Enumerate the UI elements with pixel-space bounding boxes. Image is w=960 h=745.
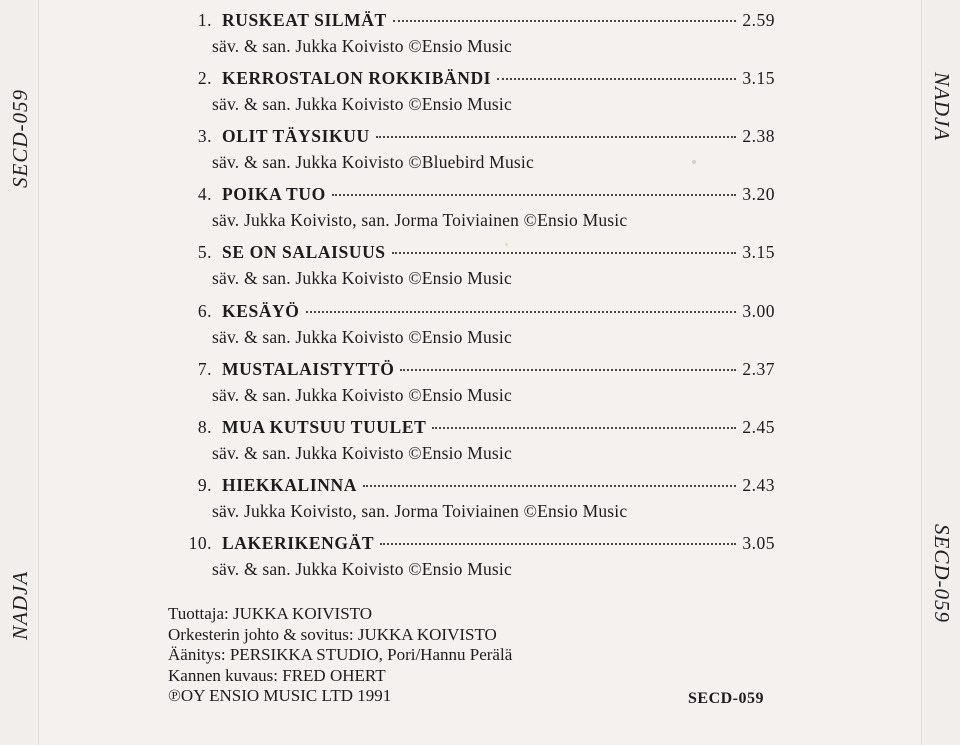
track-title: LAKERIKENGÄT [222,532,375,553]
credit-cover-photo: Kannen kuvaus: FRED OHERT [168,665,386,685]
credit-producer: Tuottaja: JUKKA KOIVISTO [168,604,373,623]
track-credit: säv. & san. Jukka Koivisto ©Ensio Music [212,94,512,115]
dot-leader [332,193,737,196]
track-item [170,533,775,581]
credit-copyright: ℗OY ENSIO MUSIC LTD 1991 [168,686,392,705]
track-credit: säv. & san. Jukka Koivisto ©Ensio Music [212,268,512,289]
track-number: 1. [197,10,212,30]
track-credit: säv. & san. Jukka Koivisto ©Ensio Music [212,558,512,579]
dot-leader [400,368,736,371]
dot-leader [363,484,736,487]
track-number: 7. [197,358,212,379]
track-title: HIEKKALINNA [222,474,357,495]
track-duration: 3.15 [742,242,775,263]
left-spine [0,0,39,745]
track-number: 10. [188,532,212,553]
spine-title-left: NADJA [8,570,32,640]
credit-arrangement: Orkesterin johto & sovitus: JUKKA KOIVISTO [168,624,497,644]
track-credit: säv. & san. Jukka Koivisto ©Ensio Music [212,442,512,463]
track-credit: säv. & san. Jukka Koivisto ©Ensio Music [212,36,512,56]
track-item [170,10,775,58]
production-credits [168,604,512,707]
track-duration: 2.38 [742,126,775,147]
track-item [170,417,775,465]
track-title-line [170,475,775,497]
track-number: 5. [197,242,212,263]
paper-speck [505,243,508,246]
dot-leader [380,542,736,545]
track-duration: 3.20 [742,184,775,205]
track-duration: 2.43 [742,474,775,495]
track-item [170,184,775,232]
track-item [170,359,775,407]
track-title-line [170,126,775,148]
dot-leader [306,310,737,313]
track-title-line [170,68,775,90]
track-credit: säv. & san. Jukka Koivisto ©Ensio Music [212,326,512,347]
spine-catalog-left: SECD-059 [8,89,32,188]
dot-leader [376,135,737,138]
credit-recording: Äänitys: PERSIKKA STUDIO, Pori/Hannu Perälä [168,645,513,664]
track-number: 6. [197,300,212,321]
track-number: 2. [197,68,212,89]
dot-leader [497,77,736,80]
track-credit: säv. Jukka Koivisto, san. Jorma Toiviainen ©Ensio Music [212,500,628,521]
dot-leader [393,19,737,22]
track-title-line [170,184,775,206]
spine-title-right: NADJA [930,72,954,142]
track-title-line [170,242,775,264]
track-title-line [170,10,775,32]
track-credit: säv. Jukka Koivisto, san. Jorma Toiviainen ©Ensio Music [212,210,628,231]
track-title: RUSKEAT SILMÄT [222,10,387,30]
track-title: MUA KUTSUU TUULET [222,416,427,437]
track-credit: säv. & san. Jukka Koivisto ©Bluebird Music [212,152,534,173]
track-title: MUSTALAISTYTTÖ [222,358,395,379]
track-item [170,301,775,349]
spine-catalog-right: SECD-059 [930,524,954,623]
track-title: SE ON SALAISUUS [222,242,386,263]
track-duration: 2.37 [742,358,775,379]
track-item [170,242,775,290]
dot-leader [432,426,736,429]
track-title-line [170,533,775,555]
track-title: POIKA TUO [222,184,326,205]
track-number: 8. [197,416,212,437]
track-item [170,68,775,116]
paper-speck [692,160,696,164]
track-duration: 3.05 [742,532,775,553]
track-title-line [170,417,775,439]
catalog-number: SECD-059 [688,690,765,707]
track-duration: 2.45 [742,416,775,437]
track-title: KERROSTALON ROKKIBÄNDI [222,68,492,89]
track-number: 9. [197,474,212,495]
track-item [170,475,775,523]
right-spine [921,0,960,745]
track-credit: säv. & san. Jukka Koivisto ©Ensio Music [212,384,512,405]
track-duration: 3.00 [742,300,775,321]
track-title: OLIT TÄYSIKUU [222,126,370,147]
track-duration: 3.15 [742,68,775,89]
dot-leader [392,251,737,254]
track-item [170,126,775,174]
track-title-line [170,359,775,381]
track-number: 3. [197,126,212,147]
track-number: 4. [197,184,212,205]
track-title: KESÄYÖ [222,300,300,321]
track-title-line [170,301,775,323]
track-duration: 2.59 [742,10,775,30]
